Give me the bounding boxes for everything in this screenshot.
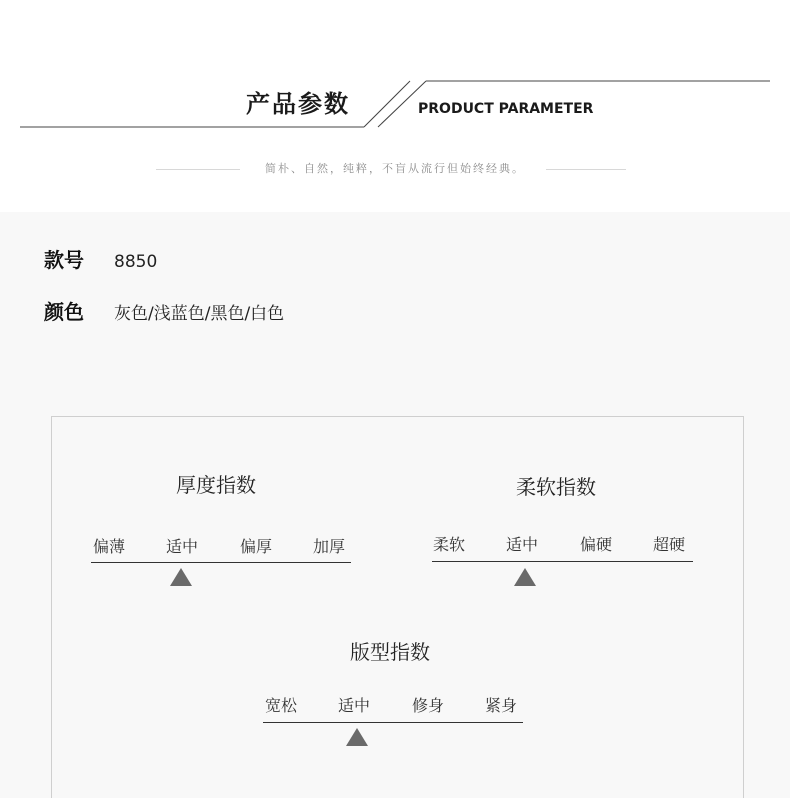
spec-value: 灰色/浅蓝色/黑色/白色 bbox=[114, 304, 285, 324]
thickness-option: 偏厚 bbox=[240, 537, 273, 556]
softness-option: 偏硬 bbox=[580, 535, 613, 554]
thickness-option: 偏薄 bbox=[93, 537, 126, 556]
softness-scale-line bbox=[432, 561, 693, 562]
thickness-scale-line bbox=[91, 562, 351, 563]
fit-scale-line bbox=[263, 722, 523, 723]
index-panel bbox=[51, 416, 744, 798]
spec-label: 颜色 bbox=[44, 300, 84, 324]
page-subtitle: PRODUCT PARAMETER bbox=[418, 101, 594, 117]
spec-value: 8850 bbox=[114, 252, 158, 272]
fit-option: 宽松 bbox=[265, 696, 298, 715]
header-slash-left bbox=[364, 81, 410, 127]
thickness-marker bbox=[170, 568, 192, 586]
fit-option: 适中 bbox=[338, 696, 371, 715]
softness-option: 柔软 bbox=[433, 535, 466, 554]
softness-index-title: 柔软指数 bbox=[516, 475, 596, 499]
thickness-index-title: 厚度指数 bbox=[176, 473, 256, 497]
spec-row-color bbox=[44, 296, 284, 325]
fit-index-title: 版型指数 bbox=[350, 640, 430, 664]
softness-option: 适中 bbox=[506, 535, 539, 554]
thickness-option: 适中 bbox=[166, 537, 199, 556]
spec-row-style-number bbox=[44, 244, 157, 273]
slogan-text: 简朴、自然，纯粹，不盲从流行但始终经典。 bbox=[265, 162, 525, 175]
softness-marker bbox=[514, 568, 536, 586]
softness-option: 超硬 bbox=[653, 535, 686, 554]
slogan-right-line bbox=[546, 169, 626, 170]
page-title: 产品参数 bbox=[246, 90, 350, 118]
spec-label: 款号 bbox=[44, 248, 84, 272]
thickness-option: 加厚 bbox=[313, 537, 346, 556]
fit-option: 紧身 bbox=[485, 696, 518, 715]
header-decoration bbox=[0, 0, 790, 212]
fit-option: 修身 bbox=[412, 696, 445, 715]
fit-marker bbox=[346, 728, 368, 746]
